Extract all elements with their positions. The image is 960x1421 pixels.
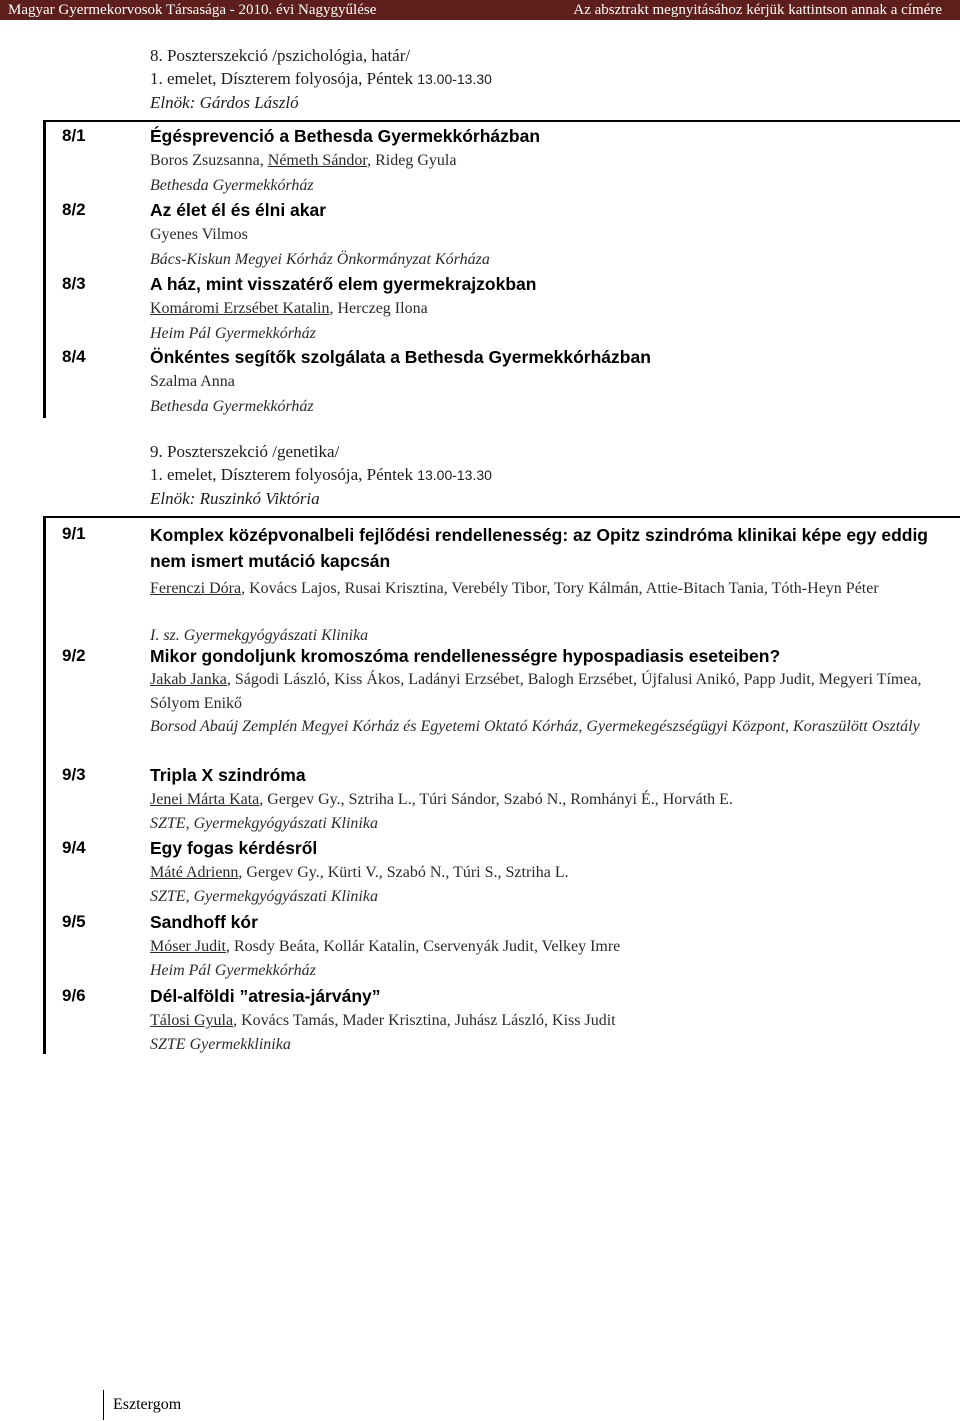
entry-title-link[interactable]: Dél-alföldi ”atresia-járvány” xyxy=(150,986,381,1006)
entry-authors: Szalma Anna xyxy=(150,373,235,390)
entry-title-link[interactable]: Az élet él és élni akar xyxy=(150,200,327,220)
entry-authors: Gyenes Vilmos xyxy=(150,226,248,243)
section-8-table xyxy=(43,120,960,418)
entry-institution: Borsod Abaúj Zemplén Megyei Kórház és Egyetemi Oktató Kórház, Gyermekegészségügyi Központ, Koraszülött Osztály xyxy=(150,718,920,735)
entry-institution: I. sz. Gyermekgyógyászati Klinika xyxy=(150,627,369,644)
section-9-table xyxy=(43,516,960,1054)
section-chair: Elnök: Ruszinkó Viktória xyxy=(150,489,320,508)
page-footer xyxy=(103,1390,181,1420)
entry-institution: SZTE, Gyermekgyógyászati Klinika xyxy=(150,815,378,832)
section-title: 8. Poszterszekció /pszichológia, határ/ xyxy=(150,46,411,65)
footer-city: Esztergom xyxy=(113,1396,182,1413)
entry-authors: Tálosi Gyula, Kovács Tamás, Mader Krisztina, Juhász László, Kiss Judit xyxy=(150,1012,616,1029)
entry-institution: Bethesda Gyermekkórház xyxy=(150,398,314,415)
entry-title-link[interactable]: Sandhoff kór xyxy=(150,912,258,932)
section-9-header xyxy=(150,440,492,510)
entry-number: 9/3 xyxy=(62,765,86,784)
entry-number: 8/1 xyxy=(62,126,86,145)
entry-title-link[interactable]: Tripla X szindróma xyxy=(150,765,306,785)
section-location: 1. emelet, Díszterem folyosója, Péntek 13.00-13.30 xyxy=(150,69,492,88)
entry-institution: Bethesda Gyermekkórház xyxy=(150,177,314,194)
entry-number: 8/2 xyxy=(62,200,86,219)
entry-title-link[interactable]: A ház, mint visszatérő elem gyermekrajzokban xyxy=(150,274,537,294)
entry-authors: Máté Adrienn, Gergev Gy., Kürti V., Szabó N., Túri S., Sztriha L. xyxy=(150,864,569,881)
entry-title-link[interactable]: Mikor gondoljunk kromoszóma rendellenességre hypospadiasis eseteiben? xyxy=(150,646,781,666)
banner-hint-link[interactable]: Az absztrakt megnyitásához kérjük kattintson annak a címére xyxy=(573,1,942,18)
entry-institution: Heim Pál Gyermekkórház xyxy=(150,962,316,979)
entry-authors: Jakab Janka, Ságodi László, Kiss Ákos, Ladányi Erzsébet, Balogh Erzsébet, Újfalusi Anikó, Papp Judit, Megyeri Tímea, Sólyom Enikő xyxy=(150,671,922,712)
table-top-rule xyxy=(43,120,960,122)
top-banner xyxy=(0,0,960,20)
section-location: 1. emelet, Díszterem folyosója, Péntek 13.00-13.30 xyxy=(150,465,492,484)
entry-institution: SZTE, Gyermekgyógyászati Klinika xyxy=(150,888,378,905)
entry-number: 9/6 xyxy=(62,986,86,1005)
entry-authors: Boros Zsuzsanna, Németh Sándor, Rideg Gyula xyxy=(150,152,457,169)
entry-institution: SZTE Gyermekklinika xyxy=(150,1036,291,1053)
entry-number: 9/1 xyxy=(62,524,86,543)
banner-title: Magyar Gyermekorvosok Társasága - 2010. évi Nagygyűlése xyxy=(8,1,377,18)
table-left-rule xyxy=(43,120,46,418)
entry-authors: Móser Judit, Rosdy Beáta, Kollár Katalin, Cservenyák Judit, Velkey Imre xyxy=(150,938,621,955)
section-chair: Elnök: Gárdos László xyxy=(150,93,299,112)
section-8-header xyxy=(150,44,492,114)
table-top-rule xyxy=(43,516,960,518)
entry-title-link[interactable]: Égésprevenció a Bethesda Gyermekkórházban xyxy=(150,126,541,146)
entry-authors: Jenei Márta Kata, Gergev Gy., Sztriha L., Túri Sándor, Szabó N., Romhányi É., Horváth E. xyxy=(150,791,733,808)
entry-institution: Heim Pál Gyermekkórház xyxy=(150,325,316,342)
entry-title-link[interactable]: Komplex középvonalbeli fejlődési rendellenesség: az Opitz szindróma klinikai képe egy eddig nem ismert mutáció kapcsán xyxy=(150,525,928,571)
entry-number: 8/3 xyxy=(62,274,86,293)
entry-institution: Bács-Kiskun Megyei Kórház Önkormányzat Kórháza xyxy=(150,251,490,268)
section-title: 9. Poszterszekció /genetika/ xyxy=(150,442,340,461)
entry-title-link[interactable]: Egy fogas kérdésről xyxy=(150,838,318,858)
entry-title-link[interactable]: Önkéntes segítők szolgálata a Bethesda Gyermekkórházban xyxy=(150,347,651,367)
entry-number: 9/5 xyxy=(62,912,86,931)
entry-authors: Komáromi Erzsébet Katalin, Herczeg Ilona xyxy=(150,300,428,317)
footer-rule xyxy=(103,1390,104,1420)
entry-number: 9/2 xyxy=(62,646,86,665)
entry-authors: Ferenczi Dóra, Kovács Lajos, Rusai Krisztina, Verebély Tibor, Tory Kálmán, Attie-Bitach Tania, Tóth-Heyn Péter xyxy=(150,580,879,597)
entry-number: 9/4 xyxy=(62,838,86,857)
table-left-rule xyxy=(43,516,46,1054)
entry-number: 8/4 xyxy=(62,347,86,366)
